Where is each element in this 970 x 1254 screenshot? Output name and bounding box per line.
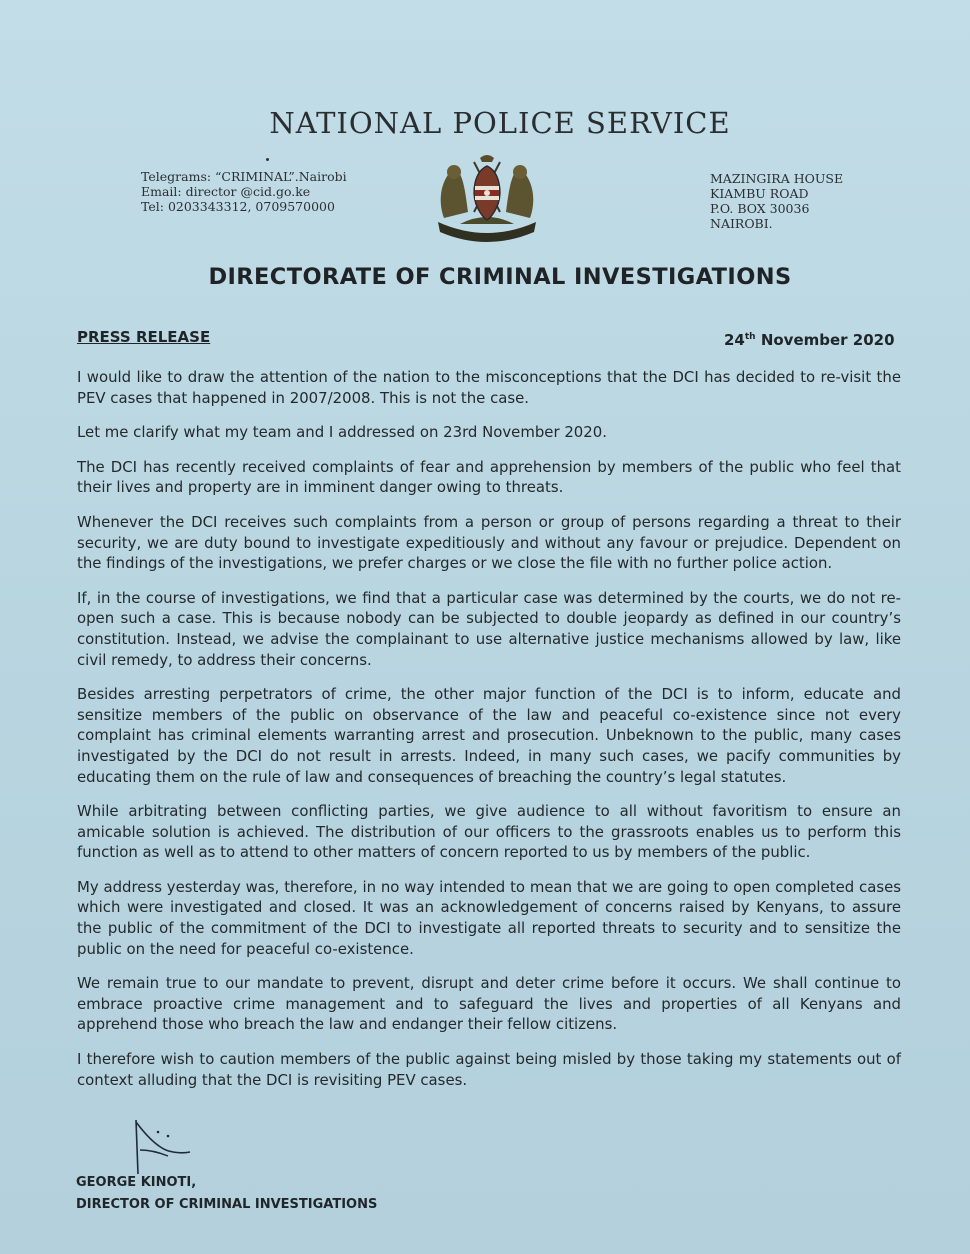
ink-dot <box>266 158 269 161</box>
address-line-1: MAZINGIRA HOUSE <box>710 171 844 186</box>
paragraph: The DCI has recently received complaints of fear and apprehension by members of the public who feel that their lives and property are in imminent danger owing to threats. <box>77 457 901 497</box>
paragraph: Let me clarify what my team and I addressed on 23rd November 2020. <box>77 423 607 442</box>
paragraph: We remain true to our mandate to prevent, disrupt and deter crime before it occurs. We shall continue to embrace proactive crime management and to safeguard the lives and properties of all Kenyans and apprehend those who breach the law and endanger their fellow citizens. <box>77 974 901 1034</box>
tel-line: Tel: 0203343312, 0709570000 <box>141 199 335 214</box>
contact-block-right <box>710 171 843 231</box>
paragraph: If, in the course of investigations, we find that a particular case was determined by the courts, we do not re-open such a case. This is because nobody can be subjected to double jeopardy as defined in our country’s constitution. Instead, we advise the complainant to use alternative justice mechanisms allowed by law, like civil remedy, to address their concerns. <box>77 588 901 669</box>
telegrams-line: Telegrams: “CRIMINAL”.Nairobi <box>141 169 347 184</box>
kenya-coat-of-arms-icon <box>430 152 544 244</box>
email-line: Email: director @cid.go.ke <box>141 184 311 199</box>
paragraph: I therefore wish to caution members of the public against being misled by those taking my statements out of context alluding that the DCI is revisiting PEV cases. <box>77 1050 901 1089</box>
date-day: 24 <box>724 331 745 349</box>
signatory-title: DIRECTOR OF CRIMINAL INVESTIGATIONS <box>76 1197 378 1212</box>
release-body <box>77 367 901 1104</box>
paragraph: Whenever the DCI receives such complaints from a person or group of persons regarding a threat to their security, we are duty bound to investigate expeditiously and without any favour or prejudice. Dependent on the findings of the investigations, we prefer charges or we close the file with no further police action. <box>77 512 901 573</box>
date-suffix: th <box>744 332 756 342</box>
address-line-3: P.O. BOX 30036 <box>710 201 810 216</box>
date-rest: November 2020 <box>755 331 895 349</box>
press-release-label: PRESS RELEASE <box>77 328 211 346</box>
contact-block-left <box>141 169 347 214</box>
paragraph: I would like to draw the attention of the nation to the misconceptions that the DCI has decided to re-visit the PEV cases that happened in 2007/2008. This is not the case. <box>77 368 901 407</box>
paragraph: While arbitrating between conflicting parties, we give audience to all without favoritism to ensure an amicable solution is achieved. The distribution of our officers to the grassroots enables us to perform this function as well as to attend to other matters of concern reported to us by members of the public. <box>77 802 901 862</box>
release-date <box>724 331 895 349</box>
paragraph: My address yesterday was, therefore, in no way intended to mean that we are going to open completed cases which were investigated and closed. It was an acknowledgement of concerns raised by Kenyans, to assure the public of the commitment of the DCI to investigate all reported threats to security and to sensitize the public on the need for peaceful co-existence. <box>77 877 901 958</box>
address-line-2: KIAMBU ROAD <box>710 186 809 201</box>
handwritten-signature <box>128 1116 218 1176</box>
signatory-name: GEORGE KINOTI, <box>76 1175 197 1190</box>
signatory <box>76 1172 377 1216</box>
directorate-title: DIRECTORATE OF CRIMINAL INVESTIGATIONS <box>208 264 792 290</box>
paragraph: Besides arresting perpetrators of crime, the other major function of the DCI is to inform, educate and sensitize members of the public on observance of the law and peaceful co-existence since not every complaint has criminal elements warranting arrest and prosecution. Unbeknown to the public, many cases investigated by the DCI do not result in arrests. Indeed, in many such cases, we pacify communities by educating them on the rule of law and consequences of breaching the country’s legal statutes. <box>77 685 901 786</box>
address-line-4: NAIROBI. <box>710 216 773 231</box>
agency-title: NATIONAL POLICE SERVICE <box>269 106 731 140</box>
